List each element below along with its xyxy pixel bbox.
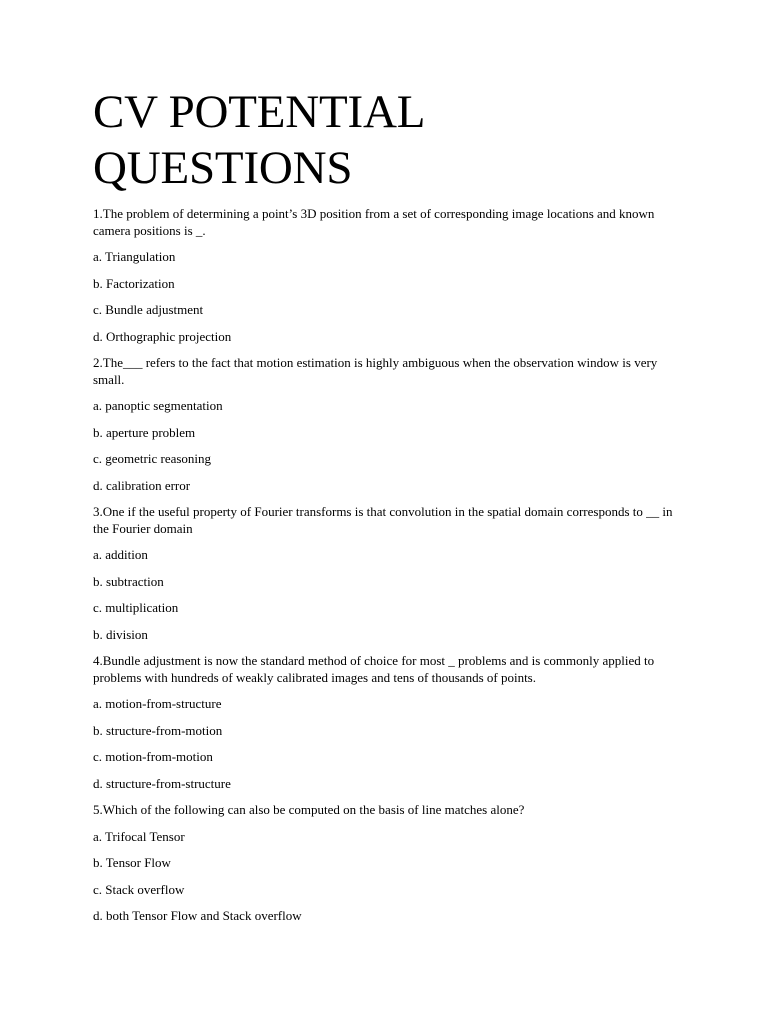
answer-option-b: b. Tensor Flow (93, 855, 171, 870)
answer-option-d: d. calibration error (93, 477, 191, 493)
answer-option-a: a. Triangulation (93, 249, 176, 264)
question-block-4 (93, 653, 683, 792)
answer-option-a: a. addition (93, 547, 148, 562)
question-text: 5.Which of the following can also be computed on the basis of line matches alone? (93, 802, 525, 817)
question-text: 3.One if the useful property of Fourier transforms is that convolution in the spatial domain corresponds to __ in the Fourier domain (93, 504, 673, 536)
question-text: 4.Bundle adjustment is now the standard method of choice for most _ problems and is commonly applied to problems with hundreds of weakly calibrated images and tens of thousands of points. (93, 653, 655, 685)
answer-option-b: b. structure-from-motion (93, 722, 223, 738)
question-text: 2.The___ refers to the fact that motion estimation is highly ambiguous when the observation window is very small. (93, 355, 658, 387)
answer-option-d: d. structure-from-structure (93, 775, 231, 791)
answer-option-c: c. Stack overflow (93, 881, 185, 897)
answer-option-a: a. panoptic segmentation (93, 398, 223, 413)
question-block-2 (93, 355, 683, 494)
answer-option-a: a. motion-from-structure (93, 696, 222, 711)
answer-option-a: a. Trifocal Tensor (93, 828, 185, 844)
answer-option-c: c. multiplication (93, 600, 179, 615)
question-text: 1.The problem of determining a point’s 3D position from a set of corresponding image locations and known camera positions is _. (93, 206, 655, 238)
answer-option-b: b. aperture problem (93, 424, 196, 440)
question-block-5 (93, 802, 683, 925)
answer-option-c: c. Bundle adjustment (93, 302, 204, 317)
answer-option-d: d. both Tensor Flow and Stack overflow (93, 908, 302, 923)
answer-option-b: b. Factorization (93, 275, 175, 291)
answer-option-d: d. Orthographic projection (93, 328, 232, 344)
answer-option-d: b. division (93, 626, 148, 642)
answer-option-c: c. geometric reasoning (93, 451, 212, 466)
answer-option-b: b. subtraction (93, 573, 164, 589)
question-block-1 (93, 206, 683, 345)
title-line-2: QUESTIONS (93, 142, 353, 194)
title-line-1: CV POTENTIAL (93, 86, 426, 138)
answer-option-c: c. motion-from-motion (93, 749, 213, 764)
question-block-3 (93, 504, 683, 643)
page-title (93, 84, 425, 196)
question-list (93, 206, 683, 935)
